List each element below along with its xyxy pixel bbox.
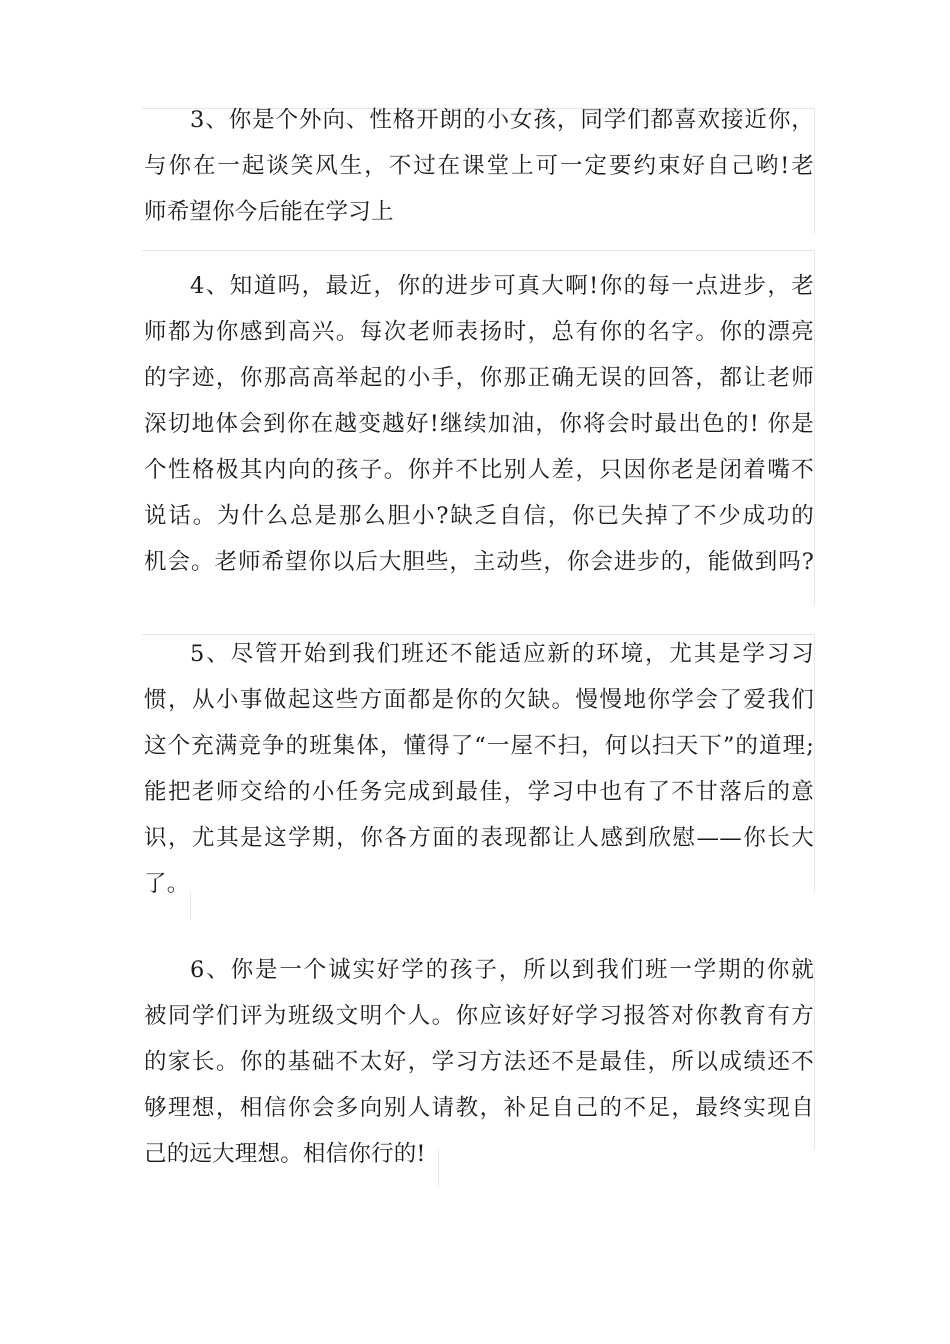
paragraph-line: 个性格极其内向的孩子。你并不比别人差，只因你老是闭着嘴不 — [144, 457, 814, 483]
paragraph-5 — [144, 631, 814, 907]
paragraph-line: 了。 — [144, 871, 190, 897]
paragraph-line: 这个充满竞争的班集体，懂得了“一屋不扫，何以扫天下”的道理; — [144, 733, 814, 759]
paragraph-6 — [144, 947, 814, 1177]
paragraph-line: 够理想，相信你会多向别人请教，补足自己的不足，最终实现自 — [144, 1095, 814, 1121]
paragraph-line: 深切地体会到你在越变越好!继续加油，你将会时最出色的! 你是 — [144, 411, 814, 437]
paragraph-line: 能把老师交给的小任务完成到最佳，学习中也有了不甘落后的意 — [144, 779, 814, 805]
paragraph-line: 识，尤其是这学期，你各方面的表现都让人感到欣慰——你长大 — [144, 825, 814, 851]
paragraph-line: 的家长。你的基础不太好，学习方法还不是最佳，所以成绩还不 — [144, 1049, 814, 1075]
paragraph-line: 的字迹，你那高高举起的小手，你那正确无误的回答，都让老师 — [144, 365, 814, 391]
paragraph-line: 机会。老师希望你以后大胆些，主动些，你会进步的，能做到吗? — [144, 549, 814, 575]
paragraph-line: 己的远大理想。相信你行的! — [144, 1141, 426, 1167]
paragraph-line: 师希望你今后能在学习上 — [144, 199, 394, 225]
paragraph-3 — [144, 97, 814, 235]
text-frame-edge — [814, 250, 815, 605]
paragraph-line: 被同学们评为班级文明个人。你应该好好学习报答对你教育有方 — [144, 1003, 814, 1029]
text-frame-edge — [814, 634, 815, 892]
paragraph-line: 5、尽管开始到我们班还不能适应新的环境，尤其是学习习 — [190, 641, 814, 667]
paragraph-line: 与你在一起谈笑风生，不过在课堂上可一定要约束好自己哟!老 — [144, 153, 814, 179]
paragraph-line: 3、你是个外向、性格开朗的小女孩，同学们都喜欢接近你， — [190, 107, 814, 133]
paragraph-line: 说话。为什么总是那么胆小?缺乏自信，你已失掉了不少成功的 — [144, 503, 814, 529]
text-frame-edge — [814, 108, 815, 233]
text-frame-edge — [814, 960, 815, 1150]
paragraph-line: 6、你是一个诚实好学的孩子，所以到我们班一学期的你就 — [190, 957, 814, 983]
paragraph-line: 4、知道吗，最近，你的进步可真大啊!你的每一点进步，老 — [190, 273, 814, 299]
text-frame-edge — [142, 250, 814, 251]
paragraph-line: 惯，从小事做起这些方面都是你的欠缺。慢慢地你学会了爱我们 — [144, 687, 814, 713]
paragraph-line: 师都为你感到高兴。每次老师表扬时，总有你的名字。你的漂亮 — [144, 319, 814, 345]
paragraph-4 — [144, 263, 814, 585]
